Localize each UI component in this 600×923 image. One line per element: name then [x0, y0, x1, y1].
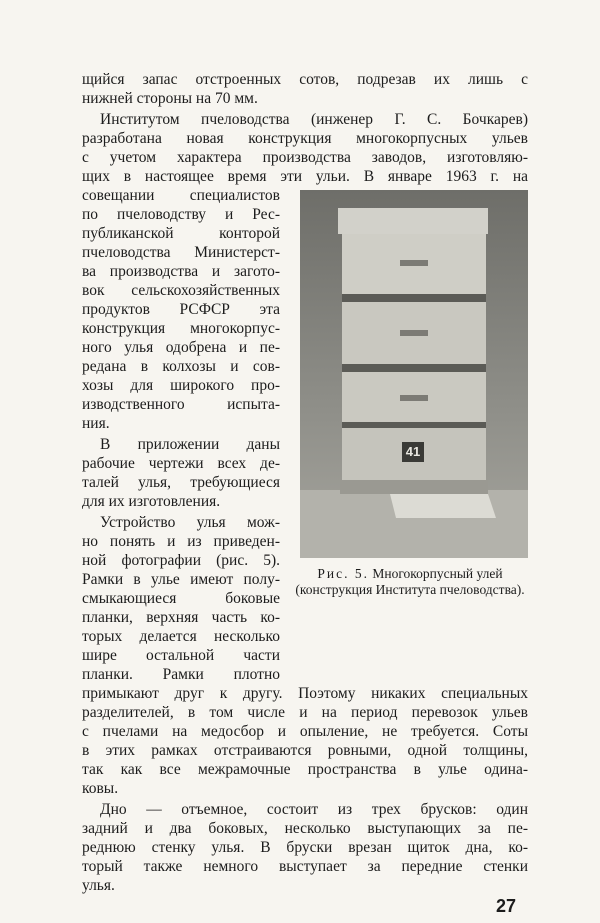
text-line: торый также немного выступает за передние стенки	[82, 858, 528, 875]
page-number: 27	[496, 896, 517, 916]
text-line: ной фотографии (рис. 5).	[82, 552, 280, 569]
text-line: планки, верхняя часть ко-	[82, 609, 280, 626]
text-line: ковы.	[82, 780, 119, 797]
text-line: разделителей, в том числе и на период перевозок ульев	[82, 704, 528, 721]
text-line: вок сельскохозяйственных	[82, 282, 280, 299]
text-line: шире остальной части	[82, 647, 280, 664]
text-line: разработана новая конструкция многокорпусных ульев	[82, 130, 528, 147]
text-line: талей улья, требующиеся	[82, 474, 280, 491]
text-line: щих в настоящее время эти ульи. В январе 1963 г. на	[82, 168, 528, 185]
text-line: продуктов РСФСР эта	[82, 301, 280, 318]
text-line: для их изготовления.	[82, 493, 221, 510]
text-line: ного улья одобрена и пе-	[82, 339, 280, 356]
text-line: ва производства и загото-	[82, 263, 280, 280]
text-line: с учетом характера производства заводов, изготовляю-	[82, 149, 528, 166]
text-line: В приложении даны	[100, 436, 280, 453]
text-line: по пчеловодству и Рес-	[82, 206, 280, 223]
text-line: с пчелами на медосбор и опыление, не требуется. Соты	[82, 723, 528, 740]
text-line: редана в колхозы и сов-	[82, 358, 280, 375]
text-line: торых делается несколько	[82, 628, 280, 645]
text-line: ния.	[82, 415, 110, 432]
text-line: реднюю стенку улья. В бруски врезан щиток дна, ко-	[82, 839, 528, 856]
figure-caption	[290, 566, 530, 598]
text-line: совещании специалистов	[82, 187, 280, 204]
figure-label: Рис. 5.	[317, 566, 369, 581]
hive-illustration	[300, 190, 528, 558]
text-line: Институтом пчеловодства (инженер Г. С. Бочкарев)	[100, 111, 528, 128]
text-line: планки. Рамки плотно	[82, 666, 280, 683]
text-line: но понять и из приведен-	[82, 533, 280, 550]
text-line: нижней стороны на 70 мм.	[82, 90, 258, 107]
text-line: изводственного испыта-	[82, 396, 280, 413]
hive-number: 41	[405, 444, 421, 459]
text-line: рабочие чертежи всех де-	[82, 455, 280, 472]
text-line: пчеловодства Министерст-	[82, 244, 280, 261]
text-line: примыкают друг к другу. Поэтому никаких специальных	[82, 685, 528, 702]
figure-caption-text: Многокорпусный улей (конструкция Института пчеловодства).	[295, 566, 525, 597]
text-line: хозы для широкого про-	[82, 377, 280, 394]
text-line: смыкающиеся боковые	[82, 590, 280, 607]
text-line: улья.	[82, 877, 115, 894]
text-line: публиканской конторой	[82, 225, 280, 242]
text-line: Рамки в улье имеют полу-	[82, 571, 280, 588]
text-line: Устройство улья мож-	[100, 514, 280, 531]
text-line: конструкция многокорпус-	[82, 320, 280, 337]
hive-photo	[300, 190, 528, 558]
text-line: так как все межрамочные пространства в улье одина-	[82, 761, 528, 778]
text-line: задний и два боковых, несколько выступающих за пе-	[82, 820, 528, 837]
text-line: щийся запас отстроенных сотов, подрезав их лишь с	[82, 71, 528, 88]
text-line: Дно — отъемное, состоит из трех брусков: один	[100, 801, 528, 818]
text-line: в этих рамках отстраиваются ровными, одной толщины,	[82, 742, 528, 759]
